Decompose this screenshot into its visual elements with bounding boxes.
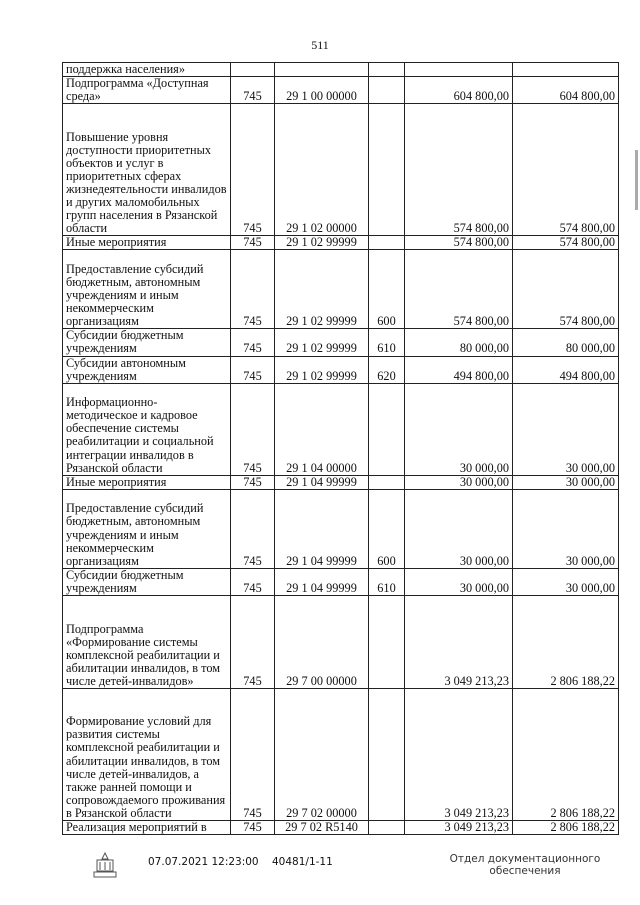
row-sum-2021-cell: 3 049 213,23 — [405, 596, 513, 689]
row-name-cell: Формирование условий для развития системы комплексной реабилитации и абилитации инвалидов, в том числе детей-инвалидов, а также ранней помощи и сопровождаемого проживания в Рязанской области — [63, 689, 231, 821]
table-row — [63, 383, 619, 475]
row-vr-cell: 620 — [369, 356, 405, 383]
row-sum-2022-cell: 2 806 188,22 — [513, 821, 619, 835]
table-row — [63, 63, 619, 77]
footer-datetime: 07.07.2021 12:23:00 — [148, 856, 259, 868]
row-csr-cell: 29 1 02 99999 — [275, 250, 369, 329]
page-footer — [0, 853, 640, 893]
row-grbs-cell: 745 — [231, 689, 275, 821]
row-vr-cell: 610 — [369, 568, 405, 595]
row-csr-cell: 29 7 00 00000 — [275, 596, 369, 689]
row-name-cell: Предоставление субсидий бюджетным, автономным учреждениям и иным некоммерческим организациям — [63, 250, 231, 329]
row-sum-2022-cell: 574 800,00 — [513, 104, 619, 236]
table-row — [63, 689, 619, 821]
table-row — [63, 77, 619, 104]
row-csr-cell: 29 7 02 00000 — [275, 689, 369, 821]
row-sum-2022-cell: 80 000,00 — [513, 329, 619, 356]
row-sum-2021-cell: 30 000,00 — [405, 475, 513, 489]
budget-table — [62, 62, 619, 835]
row-sum-2021-cell: 30 000,00 — [405, 568, 513, 595]
row-sum-2021-cell: 80 000,00 — [405, 329, 513, 356]
row-sum-2022-cell: 30 000,00 — [513, 475, 619, 489]
row-sum-2021-cell: 604 800,00 — [405, 77, 513, 104]
row-grbs-cell — [231, 63, 275, 77]
row-grbs-cell: 745 — [231, 329, 275, 356]
row-sum-2021-cell: 30 000,00 — [405, 489, 513, 568]
row-name-cell: Иные мероприятия — [63, 236, 231, 250]
row-grbs-cell: 745 — [231, 383, 275, 475]
table-row — [63, 104, 619, 236]
row-vr-cell: 600 — [369, 250, 405, 329]
row-grbs-cell: 745 — [231, 475, 275, 489]
table-row — [63, 596, 619, 689]
row-vr-cell — [369, 63, 405, 77]
emblem-logo-icon — [92, 851, 118, 881]
row-sum-2022-cell: 494 800,00 — [513, 356, 619, 383]
row-csr-cell: 29 1 02 99999 — [275, 329, 369, 356]
page-number: 511 — [311, 38, 329, 52]
row-sum-2021-cell: 574 800,00 — [405, 104, 513, 236]
footer-department-stamp: Отдел документационного обеспечения — [449, 853, 601, 877]
row-csr-cell: 29 1 02 99999 — [275, 236, 369, 250]
row-sum-2021-cell: 574 800,00 — [405, 250, 513, 329]
row-csr-cell: 29 1 00 00000 — [275, 77, 369, 104]
row-vr-cell — [369, 689, 405, 821]
row-grbs-cell: 745 — [231, 821, 275, 835]
row-name-cell: Реализация мероприятий в — [63, 821, 231, 835]
row-grbs-cell: 745 — [231, 250, 275, 329]
row-sum-2021-cell: 494 800,00 — [405, 356, 513, 383]
row-csr-cell: 29 1 04 00000 — [275, 383, 369, 475]
row-sum-2022-cell: 30 000,00 — [513, 489, 619, 568]
budget-table-body — [63, 63, 619, 835]
row-csr-cell: 29 7 02 R5140 — [275, 821, 369, 835]
row-sum-2021-cell: 3 049 213,23 — [405, 689, 513, 821]
table-row — [63, 250, 619, 329]
row-name-cell: поддержка населения» — [63, 63, 231, 77]
row-grbs-cell: 745 — [231, 356, 275, 383]
table-row — [63, 475, 619, 489]
row-grbs-cell: 745 — [231, 77, 275, 104]
row-grbs-cell: 745 — [231, 596, 275, 689]
row-name-cell: Подпрограмма «Доступная среда» — [63, 77, 231, 104]
row-sum-2022-cell: 2 806 188,22 — [513, 689, 619, 821]
row-vr-cell — [369, 596, 405, 689]
footer-reg-number: 40481/1-11 — [272, 856, 333, 868]
row-name-cell: Иные мероприятия — [63, 475, 231, 489]
table-row — [63, 821, 619, 835]
table-row — [63, 236, 619, 250]
row-csr-cell: 29 1 04 99999 — [275, 568, 369, 595]
row-vr-cell — [369, 383, 405, 475]
row-sum-2021-cell: 574 800,00 — [405, 236, 513, 250]
row-grbs-cell: 745 — [231, 489, 275, 568]
row-csr-cell — [275, 63, 369, 77]
row-csr-cell: 29 1 04 99999 — [275, 475, 369, 489]
row-grbs-cell: 745 — [231, 104, 275, 236]
scan-edge-mark — [635, 150, 638, 210]
row-sum-2022-cell: 604 800,00 — [513, 77, 619, 104]
table-row — [63, 356, 619, 383]
table-row — [63, 568, 619, 595]
table-row — [63, 329, 619, 356]
row-sum-2022-cell — [513, 63, 619, 77]
row-sum-2022-cell: 2 806 188,22 — [513, 596, 619, 689]
row-name-cell: Предоставление субсидий бюджетным, автономным учреждениям и иным некоммерческим организациям — [63, 489, 231, 568]
row-vr-cell — [369, 475, 405, 489]
row-sum-2021-cell — [405, 63, 513, 77]
row-sum-2022-cell: 574 800,00 — [513, 250, 619, 329]
row-vr-cell: 610 — [369, 329, 405, 356]
row-sum-2021-cell: 30 000,00 — [405, 383, 513, 475]
row-sum-2022-cell: 30 000,00 — [513, 568, 619, 595]
row-name-cell: Информационно-методическое и кадровое обеспечение системы реабилитации и социальной интеграции инвалидов в Рязанской области — [63, 383, 231, 475]
row-csr-cell: 29 1 02 00000 — [275, 104, 369, 236]
row-name-cell: Субсидии бюджетным учреждениям — [63, 568, 231, 595]
row-grbs-cell: 745 — [231, 568, 275, 595]
table-row — [63, 489, 619, 568]
row-vr-cell — [369, 77, 405, 104]
row-vr-cell — [369, 821, 405, 835]
row-sum-2022-cell: 30 000,00 — [513, 383, 619, 475]
row-name-cell: Субсидии бюджетным учреждениям — [63, 329, 231, 356]
row-sum-2022-cell: 574 800,00 — [513, 236, 619, 250]
row-name-cell: Субсидии автономным учреждениям — [63, 356, 231, 383]
row-csr-cell: 29 1 02 99999 — [275, 356, 369, 383]
row-vr-cell — [369, 236, 405, 250]
row-grbs-cell: 745 — [231, 236, 275, 250]
row-vr-cell: 600 — [369, 489, 405, 568]
row-sum-2021-cell: 3 049 213,23 — [405, 821, 513, 835]
row-name-cell: Подпрограмма «Формирование системы комплексной реабилитации и абилитации инвалидов, в том числе детей-инвалидов» — [63, 596, 231, 689]
row-csr-cell: 29 1 04 99999 — [275, 489, 369, 568]
row-name-cell: Повышение уровня доступности приоритетных объектов и услуг в приоритетных сферах жизнедеятельности инвалидов и других маломобильных групп населения в Рязанской области — [63, 104, 231, 236]
row-vr-cell — [369, 104, 405, 236]
